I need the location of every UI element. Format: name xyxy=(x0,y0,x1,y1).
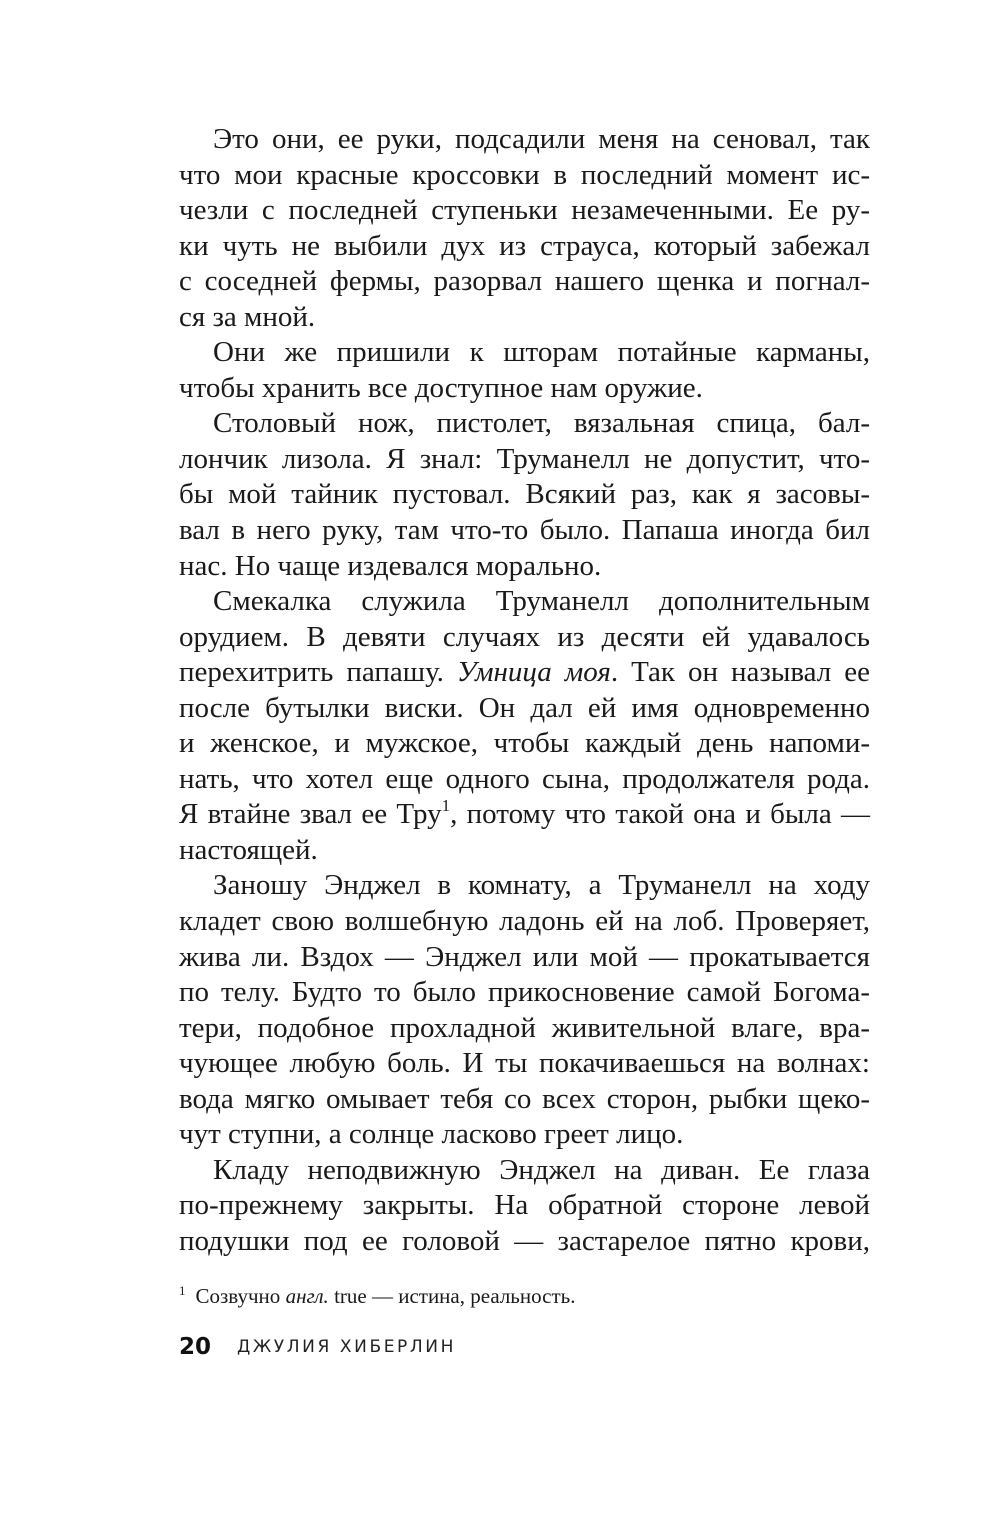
italic-phrase: Умница моя xyxy=(456,656,611,689)
running-footer xyxy=(179,1332,456,1362)
text-line: вода мягко омывает тебя со всех сторон, рыбки щеко- xyxy=(179,1082,870,1115)
text-line: что мои красные кроссовки в последний момент ис- xyxy=(179,158,870,191)
text-line: чезли с последней ступеньки незамеченными. Ее ру- xyxy=(179,194,870,227)
text-line: по-прежнему закрыты. На обратной стороне левой xyxy=(179,1189,870,1222)
text-line: бы мой тайник пустовал. Всякий раз, как я засовы- xyxy=(179,478,870,511)
text-line: чующее любую боль. И ты покачиваешься на волнах: xyxy=(179,1047,870,1080)
text-line: жива ли. Вздох — Энджел или мой — прокатывается xyxy=(179,940,870,973)
text-line: по телу. Будто то было прикосновение самой Богома- xyxy=(179,976,870,1009)
page-number: 20 xyxy=(179,1334,212,1360)
text-line: настоящей. xyxy=(179,833,318,866)
text-line: Кладу неподвижную Энджел на диван. Ее глаза xyxy=(213,1153,870,1186)
text-line: и женское, и мужское, чтобы каждый день напоми- xyxy=(179,727,870,760)
footnote-text: Созвучно xyxy=(195,1284,286,1308)
footnote xyxy=(179,1276,575,1311)
text-line: Это они, ее руки, подсадили меня на сеновал, так xyxy=(213,123,870,155)
line-segment: . Так он называл ее xyxy=(610,656,870,689)
text-line: кладет свою волшебную ладонь ей на лоб. Проверяет, xyxy=(179,905,870,938)
text-line: ся за мной. xyxy=(179,300,316,333)
text-line: нать, что хотел еще одного сына, продолжателя рода. xyxy=(179,762,870,795)
text-line: Столовый нож, пистолет, вязальная спица, бал- xyxy=(213,407,870,440)
text-line-with-footnote xyxy=(179,797,870,833)
text-line: орудием. В девяти случаях из десяти ей удавалось xyxy=(179,620,870,653)
footnote-text: true — истина, реальность. xyxy=(328,1284,576,1308)
body-text xyxy=(179,122,870,1260)
text-line: Смекалка служила Труманелл дополнительным xyxy=(213,585,870,618)
text-line: Заношу Энджел в комнату, а Труманелл на ходу xyxy=(213,869,870,902)
text-line: чтобы хранить все доступное нам оружие. xyxy=(179,371,703,404)
line-segment: перехитрить папашу. xyxy=(179,656,457,689)
text-line: вал в него руку, там что-то было. Папаша иногда бил xyxy=(179,514,870,547)
text-line: ки чуть не выбили дух из страуса, который забежал xyxy=(179,229,870,262)
footnote-reference[interactable]: 1 xyxy=(441,796,451,816)
text-line-with-italic xyxy=(179,655,870,691)
text-line: лончик лизола. Я знал: Труманелл не допустит, что- xyxy=(179,442,870,475)
author-name: ДЖУЛИЯ ХИБЕРЛИН xyxy=(237,1337,456,1357)
text-line: после бутылки виски. Он дал ей имя одновременно xyxy=(179,691,870,724)
footnote-mark: 1 xyxy=(179,1283,186,1298)
line-segment: Я втайне звал ее Тру xyxy=(179,798,442,831)
line-segment: , потому что такой она и была — xyxy=(450,798,870,831)
text-line: тери, подобное прохладной живительной влаге, вра- xyxy=(179,1011,870,1044)
text-line: подушки под ее головой — застарелое пятно крови, xyxy=(179,1224,870,1257)
text-line: Они же пришили к шторам потайные карманы, xyxy=(213,336,870,369)
text-line: нас. Но чаще издевался морально. xyxy=(179,549,602,582)
text-line: с соседней фермы, разорвал нашего щенка и погнал- xyxy=(179,265,870,298)
footnote-abbreviation: англ. xyxy=(285,1284,329,1308)
text-line: чут ступни, а солнце ласково греет лицо. xyxy=(179,1118,684,1151)
